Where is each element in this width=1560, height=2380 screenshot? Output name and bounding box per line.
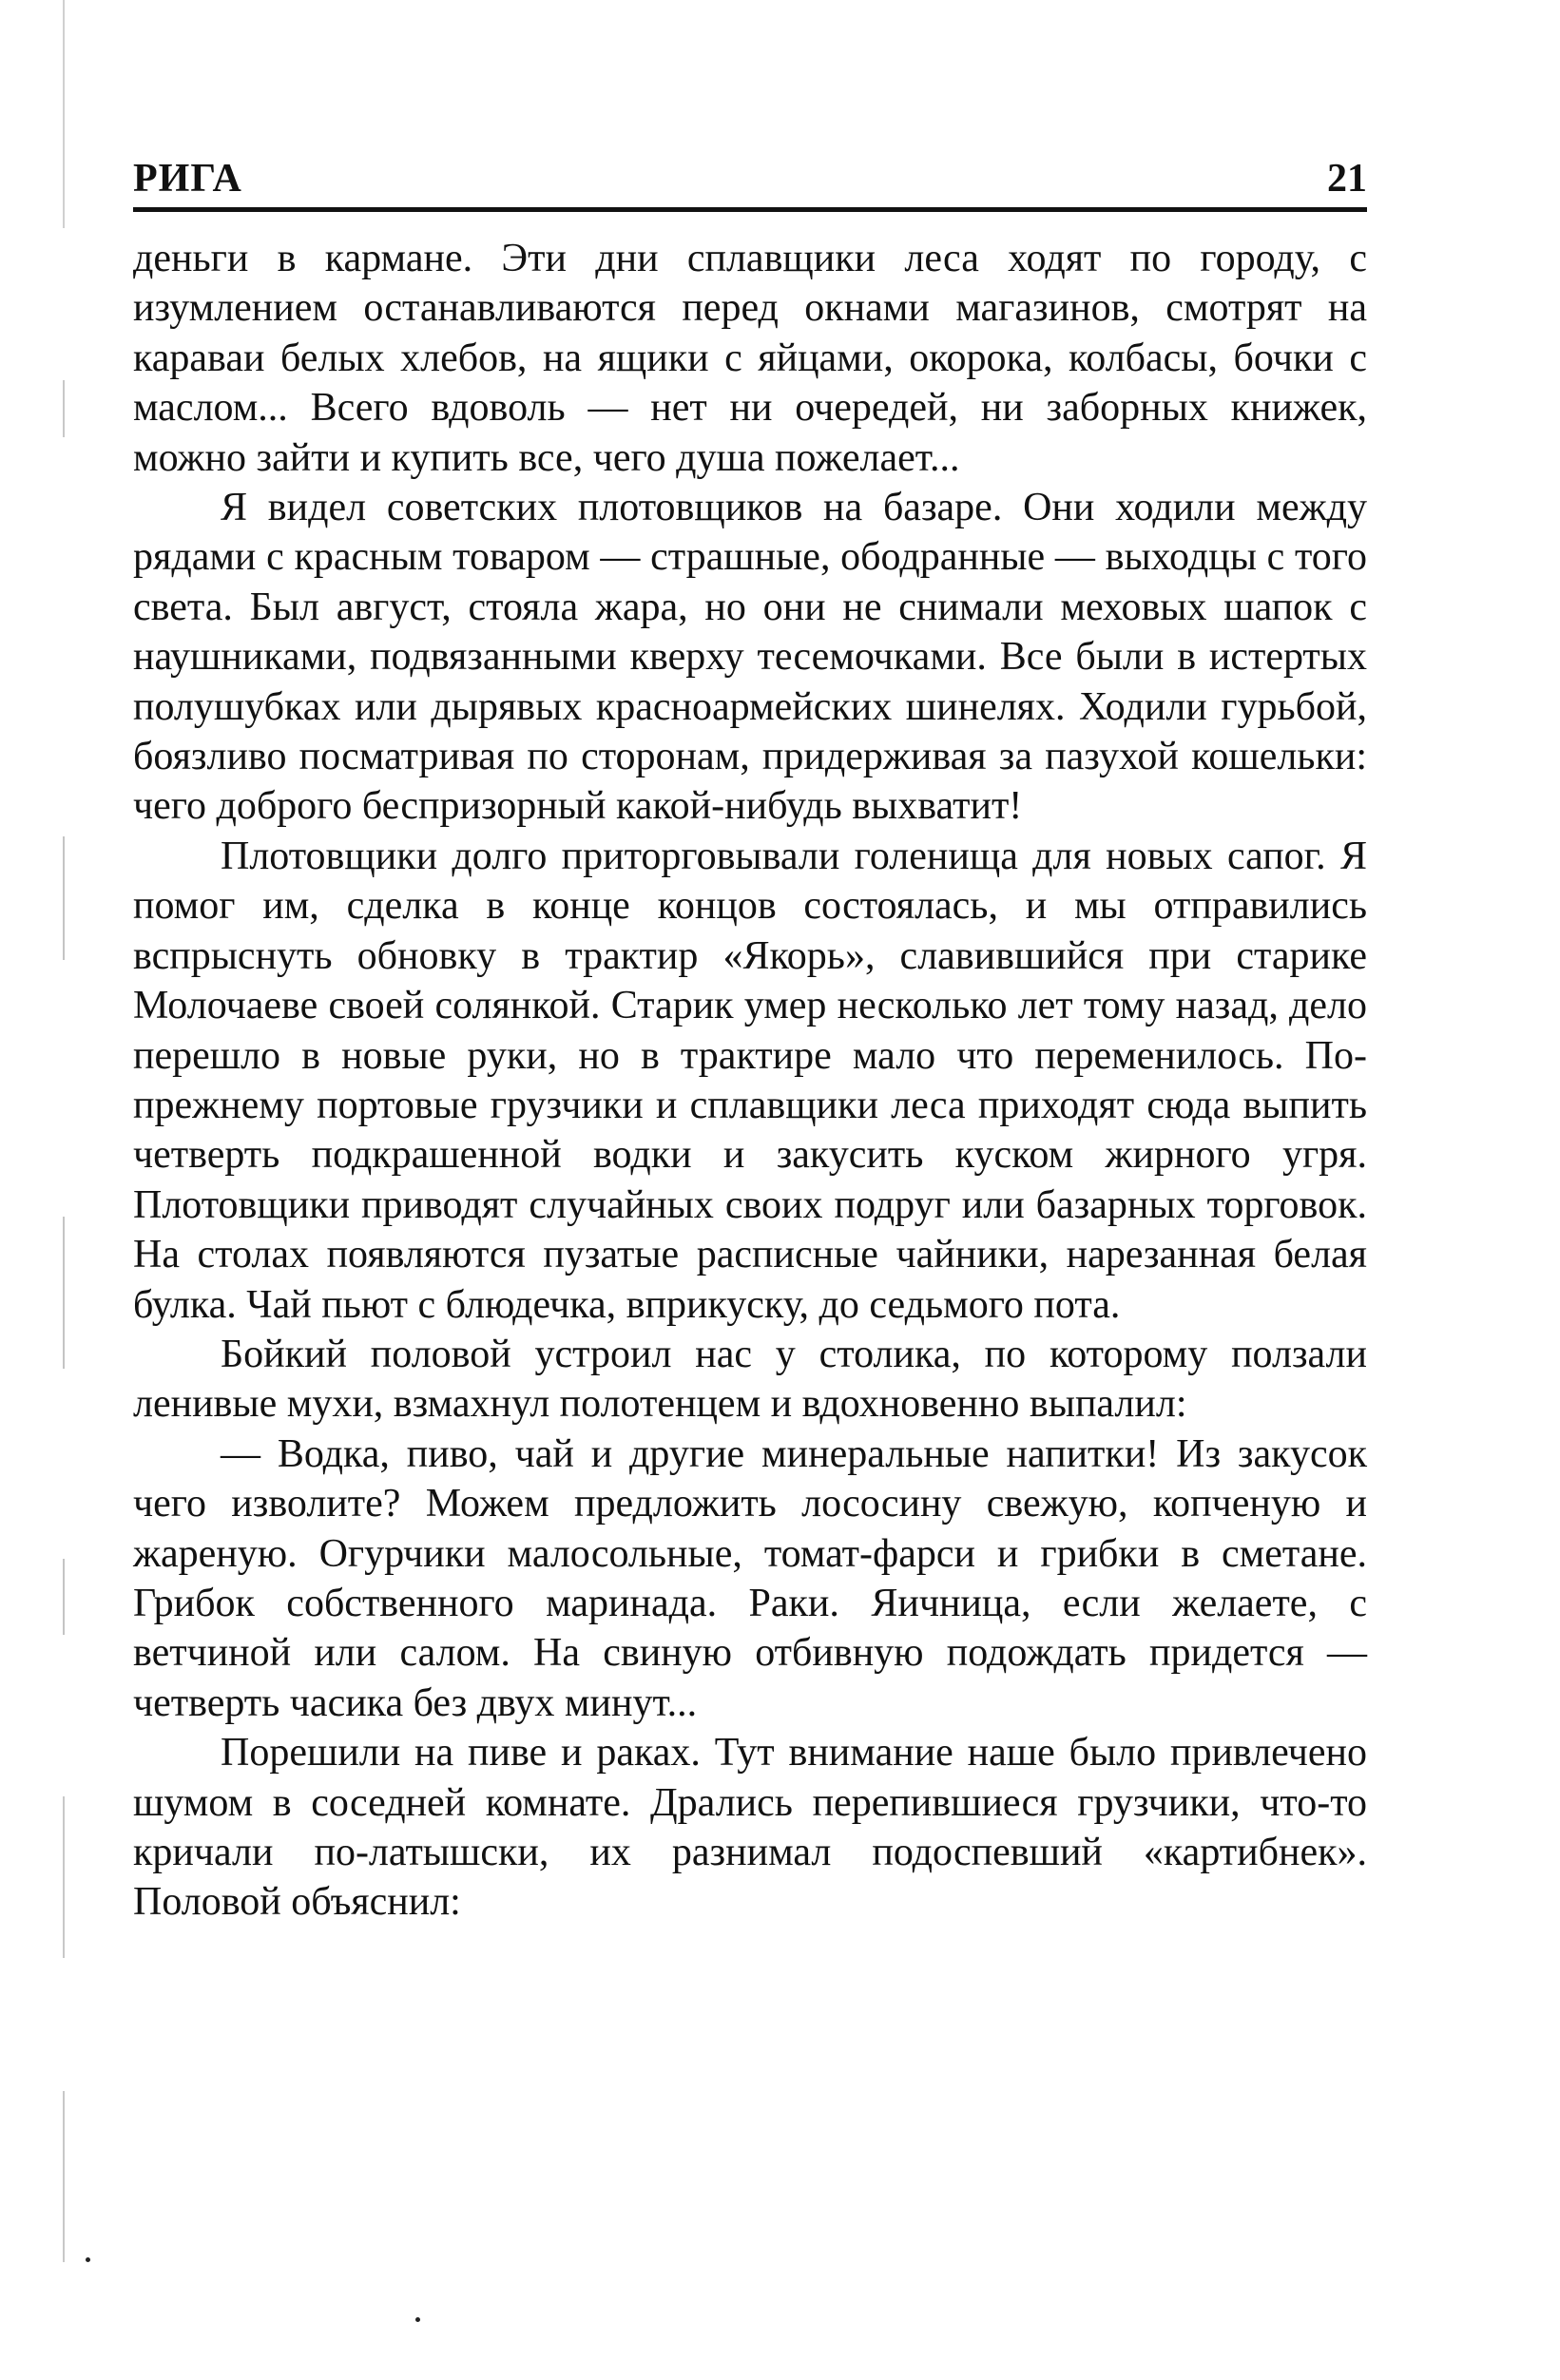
scan-speck: [86, 2257, 90, 2262]
paragraph-6: Порешили на пиве и раках. Тут внимание наше было привлечено шумом в соседней комнате. Дрались перепившиеся грузчики, что-то кричали по-латышски, их разнимал подоспевший «картибнек». Половой объяснил:: [133, 1731, 1367, 1925]
paragraph-2: Я видел советских плотовщиков на базаре. Они ходили между рядами с красным товаром — страшные, ободранные — выходцы с того света. Был август, стояла жара, но они не снимали меховых шапок с наушниками, подвязанными кверху тесемочками. Все были в истертых полушубках или дырявых красноармейских шинелях. Ходили гурьбой, боязливо посматривая по сторонам, придерживая за пазухой кошельки: чего доброго беспризорный какой-нибудь выхватит!: [133, 486, 1367, 829]
header-rule: [133, 207, 1367, 212]
paragraph-4: Бойкий половой устроил нас у столика, по которому ползали ленивые мухи, взмахнул полотенцем и вдохновенно выпалил:: [133, 1332, 1367, 1427]
paragraph-5: — Водка, пиво, чай и другие минеральные напитки! Из закусок чего изволите? Можем предложить лососину свежую, копченую и жареную. Огурчики малосольные, томат-фарси и грибки в сметане. Грибок собственного маринада. Раки. Яичница, если желаете, с ветчиной или салом. На свиную отбивную подождать придется — четверть часика без двух минут...: [133, 1431, 1367, 1725]
text-body: [133, 234, 1367, 1928]
scan-speck: [415, 2317, 420, 2322]
scan-edge-shadow: [63, 0, 65, 2380]
paragraph-1: деньги в кармане. Эти дни сплавщики леса ходят по городу, с изумлением останавливаются перед окнами магазинов, смотрят на караваи белых хлебов, на ящики с яйцами, окорока, колбасы, бочки с маслом... Всего вдоволь — нет ни очередей, ни заборных книжек, можно зайти и купить все, чего душа пожелает...: [133, 237, 1367, 480]
page-number: 21: [1327, 157, 1367, 201]
page-header: [133, 152, 1367, 207]
running-title: РИГА: [133, 157, 242, 201]
paragraph-3: Плотовщики долго приторговывали голенища для новых сапог. Я помог им, сделка в конце концов состоялась, и мы отправились вспрыснуть обновку в трактир «Якорь», славившийся при старике Молочаеве своей солянкой. Старик умер несколько лет тому назад, дело перешло в новые руки, но в трактире мало что переменилось. По-прежнему портовые грузчики и сплавщики леса приходят сюда выпить четверть подкрашенной водки и закусить куском жирного угря. Плотовщики приводят случайных своих подруг или базарных торговок. На столах появляются пузатые расписные чайники, нарезанная белая булка. Чай пьют с блюдечка, вприкуску, до седьмого пота.: [133, 834, 1367, 1327]
